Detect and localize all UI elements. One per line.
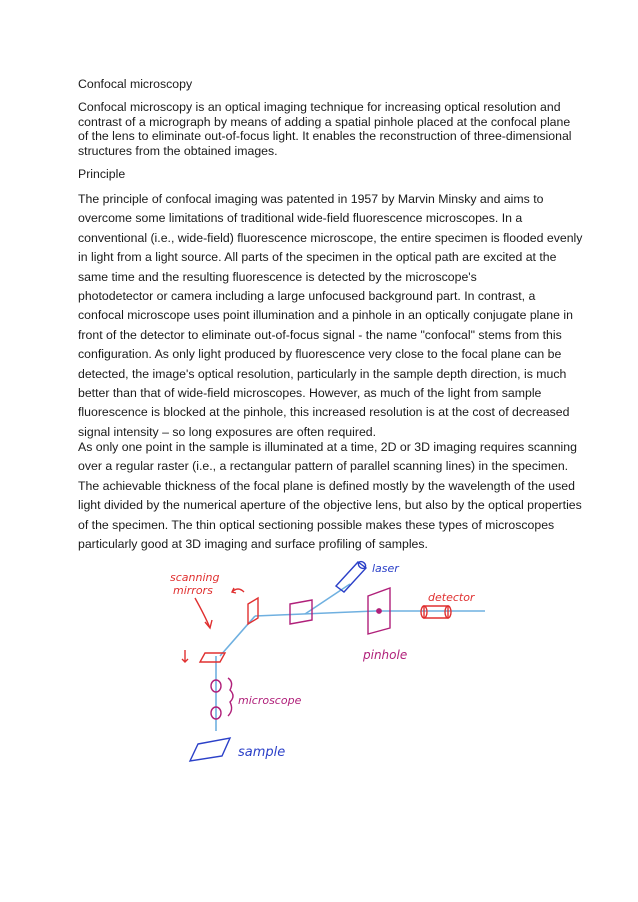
text-line: configuration. As only light produced by fluorescence very close to the focal plane can be — [78, 347, 562, 362]
text-line: same time and the resulting fluorescence is detected by the microscope's — [78, 269, 477, 284]
text-line: photodetector or camera including a large unfocused background part. In contrast, a — [78, 289, 536, 304]
scanning-paragraph — [78, 438, 582, 554]
text-line: The achievable thickness of the focal plane is defined mostly by the wavelength of the used — [78, 478, 575, 493]
text-line: better than that of wide-field microscopes. However, as much of the light from sample — [78, 386, 542, 401]
text-line: detected, the image's optical resolution, particularly in the sample depth direction, is much — [78, 366, 567, 381]
text-line: fluorescence is blocked at the pinhole, this increased resolution is at the cost of decreased — [78, 405, 570, 420]
principle-paragraph — [78, 190, 583, 442]
detector-label: detector — [428, 591, 475, 604]
mirrors-label: mirrors — [173, 584, 213, 597]
objective-lenses — [211, 678, 233, 719]
sample-label: sample — [238, 745, 286, 760]
text-line: Confocal microscopy is an optical imaging technique for increasing optical resolution and — [78, 100, 561, 114]
text-line: overcome some limitations of traditional wide-field fluorescence microscopes. In a — [78, 211, 523, 226]
laser-label: laser — [372, 562, 399, 575]
text-line: front of the detector to eliminate out-of-focus signal - the name "confocal" stems from this — [78, 327, 562, 342]
section-heading-principle: Principle — [78, 167, 126, 181]
text-line: structures from the obtained images. — [78, 143, 278, 158]
text-line: of the lens to eliminate out-of-focus light. It enables the reconstruction of three-dimensional — [78, 129, 572, 143]
sample-icon — [190, 738, 230, 761]
text-line: contrast of a micrograph by means of adding a spatial pinhole placed at the confocal plane — [78, 114, 571, 129]
text-line: particularly good at 3D imaging and surface profiling of samples. — [78, 537, 428, 552]
detector-icon — [421, 606, 451, 618]
pinhole-label: pinhole — [363, 648, 408, 662]
scan-mirror-top — [232, 588, 258, 624]
text-line: conventional (i.e., wide-field) fluorescence microscope, the entire specimen is flooded evenly — [78, 230, 583, 245]
text-line: confocal microscope uses point illumination and a pinhole in an optically conjugate plane in — [78, 308, 573, 323]
scanning-label: scanning — [170, 571, 220, 584]
text-line: signal intensity – so long exposures are often required. — [78, 424, 377, 439]
scanning-arrow — [195, 598, 210, 628]
scan-mirror-bottom — [182, 650, 225, 662]
document-title: Confocal microscopy — [78, 77, 193, 91]
text-line: of the specimen. The thin optical sectioning possible makes these types of microscopes — [78, 517, 555, 532]
confocal-diagram — [150, 556, 490, 771]
microscope-label: microscope — [238, 694, 302, 707]
text-line: in light from a light source. All parts of the specimen in the optical path are excited at the — [78, 250, 557, 265]
laser-icon — [336, 560, 367, 592]
text-line: The principle of confocal imaging was patented in 1957 by Marvin Minsky and aims to — [78, 192, 544, 206]
text-line: over a regular raster (i.e., a rectangular pattern of parallel scanning lines) in the specimen. — [78, 459, 569, 474]
intro-paragraph — [78, 100, 572, 158]
text-line: light divided by the numerical aperture of the objective lens, but also by the optical properties — [78, 498, 582, 513]
text-line: As only one point in the sample is illuminated at a time, 2D or 3D imaging requires scanning — [78, 440, 577, 454]
